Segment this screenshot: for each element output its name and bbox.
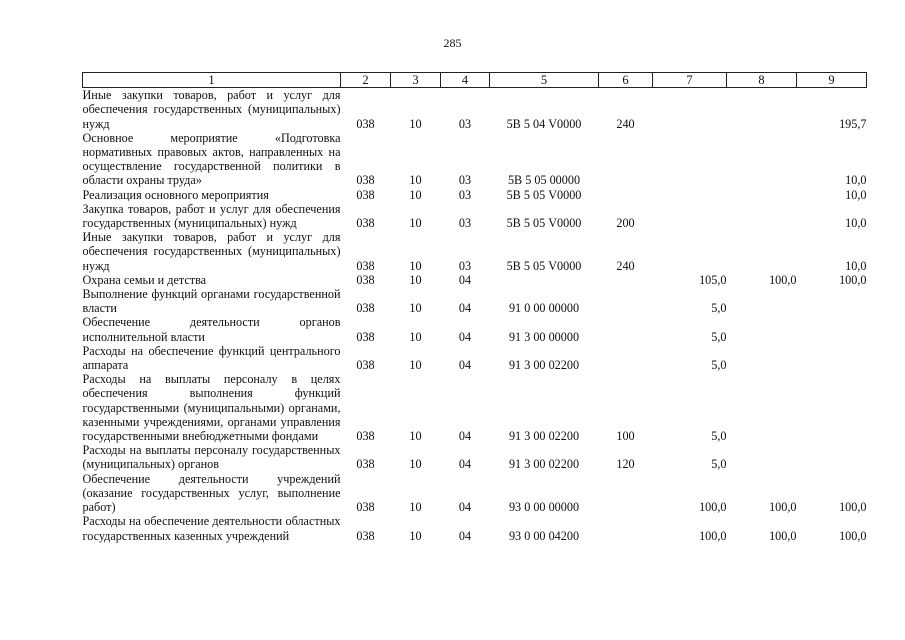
cell-col-7: 5,0 xyxy=(711,429,727,444)
cell-col-5: 5В 5 04 V0000 xyxy=(506,116,582,131)
cell-col-2: 038 xyxy=(356,173,375,188)
cell-col-9: 100,0 xyxy=(839,528,867,543)
row-description: Расходы на обеспечение деятельности областных государственных казенных учреждений xyxy=(82,514,341,543)
table-row xyxy=(83,202,867,230)
row-description: Выполнение функций органами государственной власти xyxy=(82,287,341,316)
cell-col-8 xyxy=(727,230,797,273)
cell-col-2: 038 xyxy=(356,457,375,472)
cell-col-9 xyxy=(797,287,867,315)
cell-col-6 xyxy=(599,131,653,188)
cell-col-8 xyxy=(727,372,797,443)
table-row xyxy=(83,514,867,542)
cell-col-3: 10 xyxy=(409,258,422,273)
cell-col-3: 10 xyxy=(409,173,422,188)
cell-col-8 xyxy=(727,287,797,315)
header-col-1: 1 xyxy=(83,73,341,88)
cell-col-5: 93 0 00 04200 xyxy=(508,528,580,543)
cell-col-2: 038 xyxy=(356,272,375,287)
cell-col-8: 100,0 xyxy=(769,500,797,515)
row-description: Обеспечение деятельности органов исполнительной власти xyxy=(82,315,341,344)
cell-col-6 xyxy=(599,315,653,343)
row-description: Иные закупки товаров, работ и услуг для обеспечения государственных (муниципальных) нужд xyxy=(82,230,341,273)
cell-col-6 xyxy=(599,344,653,372)
cell-col-5: 5В 5 05 V0000 xyxy=(506,216,582,231)
table-row xyxy=(83,344,867,372)
cell-col-5: 93 0 00 00000 xyxy=(508,500,580,515)
cell-col-3: 10 xyxy=(409,216,422,231)
cell-col-7: 105,0 xyxy=(699,272,727,287)
cell-col-4: 04 xyxy=(458,272,472,287)
cell-col-7: 5,0 xyxy=(711,358,727,373)
cell-col-9: 10,0 xyxy=(845,187,867,202)
cell-col-2: 038 xyxy=(356,329,375,344)
row-description: Реализация основного мероприятия xyxy=(82,187,269,202)
cell-col-3: 10 xyxy=(409,116,422,131)
header-col-6: 6 xyxy=(599,73,653,88)
table-row xyxy=(83,287,867,315)
cell-col-8 xyxy=(727,88,797,131)
cell-col-3: 10 xyxy=(409,187,422,202)
cell-col-2: 038 xyxy=(356,216,375,231)
cell-col-2: 038 xyxy=(356,429,375,444)
cell-col-2: 038 xyxy=(356,500,375,515)
row-description: Закупка товаров, работ и услуг для обеспечения государственных (муниципальных) нужд xyxy=(82,201,341,231)
cell-col-9: 100,0 xyxy=(839,500,867,515)
table-row xyxy=(83,472,867,515)
page-number: 285 xyxy=(443,36,462,50)
cell-col-3: 10 xyxy=(409,329,422,344)
cell-col-4: 04 xyxy=(458,500,472,515)
cell-col-6 xyxy=(599,188,653,202)
header-col-4: 4 xyxy=(441,73,490,88)
cell-col-4: 03 xyxy=(458,216,472,231)
table-row xyxy=(83,88,867,131)
cell-col-5: 91 3 00 02200 xyxy=(508,457,580,472)
cell-col-5: 91 3 00 00000 xyxy=(508,329,580,344)
cell-col-2: 038 xyxy=(356,358,375,373)
cell-col-7 xyxy=(653,230,727,273)
header-col-3: 3 xyxy=(391,73,441,88)
cell-col-6: 120 xyxy=(616,457,635,472)
row-description: Обеспечение деятельности учреждений (оказание государственных услуг, выполнение работ) xyxy=(82,471,341,515)
cell-col-7 xyxy=(653,88,727,131)
cell-col-4: 03 xyxy=(458,258,472,273)
cell-col-6 xyxy=(599,472,653,515)
cell-col-7 xyxy=(653,131,727,188)
row-description: Расходы на обеспечение функций центрального аппарата xyxy=(82,343,341,373)
cell-col-6: 200 xyxy=(616,216,635,231)
cell-col-5: 91 3 00 02200 xyxy=(508,358,580,373)
table-row xyxy=(83,443,867,471)
cell-col-9 xyxy=(797,315,867,343)
table-row xyxy=(83,131,867,188)
header-col-5: 5 xyxy=(490,73,599,88)
cell-col-9 xyxy=(797,443,867,471)
header-col-8: 8 xyxy=(727,73,797,88)
cell-col-5: 91 0 00 00000 xyxy=(508,301,580,316)
cell-col-3: 10 xyxy=(409,272,422,287)
cell-col-9: 100,0 xyxy=(839,272,867,287)
cell-col-8 xyxy=(727,443,797,471)
cell-col-2: 038 xyxy=(356,528,375,543)
cell-col-4: 04 xyxy=(458,329,472,344)
cell-col-6: 240 xyxy=(616,116,635,131)
cell-col-4: 04 xyxy=(458,301,472,316)
row-description: Охрана семьи и детства xyxy=(82,272,207,287)
cell-col-4: 03 xyxy=(458,187,472,202)
cell-col-7 xyxy=(653,202,727,230)
cell-col-3: 10 xyxy=(409,457,422,472)
row-description: Основное мероприятие «Подготовка нормативных правовых актов, направленных на осуществление государственной политики в области охраны труда» xyxy=(82,130,341,188)
cell-col-8 xyxy=(727,131,797,188)
cell-col-6 xyxy=(599,287,653,315)
cell-col-8: 100,0 xyxy=(769,528,797,543)
cell-col-5: 5В 5 05 00000 xyxy=(507,173,581,188)
cell-col-9 xyxy=(797,372,867,443)
cell-col-6: 240 xyxy=(616,258,635,273)
cell-col-9: 10,0 xyxy=(845,216,867,231)
cell-col-8 xyxy=(727,315,797,343)
cell-col-9: 10,0 xyxy=(845,173,867,188)
cell-col-8 xyxy=(727,344,797,372)
cell-col-6 xyxy=(599,273,653,287)
cell-col-7: 5,0 xyxy=(711,301,727,316)
cell-col-5: 5В 5 05 V0000 xyxy=(506,258,582,273)
cell-col-8 xyxy=(727,188,797,202)
cell-col-7: 100,0 xyxy=(699,528,727,543)
cell-col-4: 04 xyxy=(458,457,472,472)
cell-col-2: 038 xyxy=(356,187,375,202)
cell-col-7: 5,0 xyxy=(711,329,727,344)
cell-col-8: 100,0 xyxy=(769,272,797,287)
cell-col-4: 04 xyxy=(458,528,472,543)
table-row xyxy=(83,372,867,443)
cell-col-5: 91 3 00 02200 xyxy=(508,429,580,444)
cell-col-6 xyxy=(599,514,653,542)
table-row xyxy=(83,273,867,287)
header-col-2: 2 xyxy=(341,73,391,88)
cell-col-4: 04 xyxy=(458,429,472,444)
cell-col-7: 100,0 xyxy=(699,500,727,515)
cell-col-2: 038 xyxy=(356,258,375,273)
cell-col-4: 03 xyxy=(458,116,472,131)
cell-col-7: 5,0 xyxy=(711,457,727,472)
cell-col-3: 10 xyxy=(409,500,422,515)
cell-col-4: 03 xyxy=(458,173,472,188)
cell-col-9 xyxy=(797,344,867,372)
cell-col-4: 04 xyxy=(458,358,472,373)
cell-col-3: 10 xyxy=(409,301,422,316)
cell-col-2: 038 xyxy=(356,301,375,316)
table-row xyxy=(83,188,867,202)
row-description: Иные закупки товаров, работ и услуг для обеспечения государственных (муниципальных) нужд xyxy=(82,88,341,131)
cell-col-3: 10 xyxy=(409,528,422,543)
cell-col-3: 10 xyxy=(409,358,422,373)
row-description: Расходы на выплаты персоналу в целях обеспечения выполнения функций государственными (муниципальными) органами, казенными учреждениями, органами управления государственными внебюджетными фондами xyxy=(82,372,341,444)
table-row xyxy=(83,315,867,343)
cell-col-6: 100 xyxy=(616,429,635,444)
cell-col-5: 5В 5 05 V0000 xyxy=(506,187,582,202)
cell-col-2: 038 xyxy=(356,116,375,131)
cell-col-9: 195,7 xyxy=(839,116,867,131)
row-description: Расходы на выплаты персоналу государственных (муниципальных) органов xyxy=(82,443,341,472)
cell-col-7 xyxy=(653,188,727,202)
cell-col-3: 10 xyxy=(409,429,422,444)
cell-col-5 xyxy=(490,273,599,287)
header-col-9: 9 xyxy=(797,73,867,88)
cell-col-9: 10,0 xyxy=(845,258,867,273)
table-row xyxy=(83,230,867,273)
budget-table xyxy=(82,72,867,543)
header-col-7: 7 xyxy=(653,73,727,88)
table-header-row xyxy=(83,73,867,88)
cell-col-8 xyxy=(727,202,797,230)
